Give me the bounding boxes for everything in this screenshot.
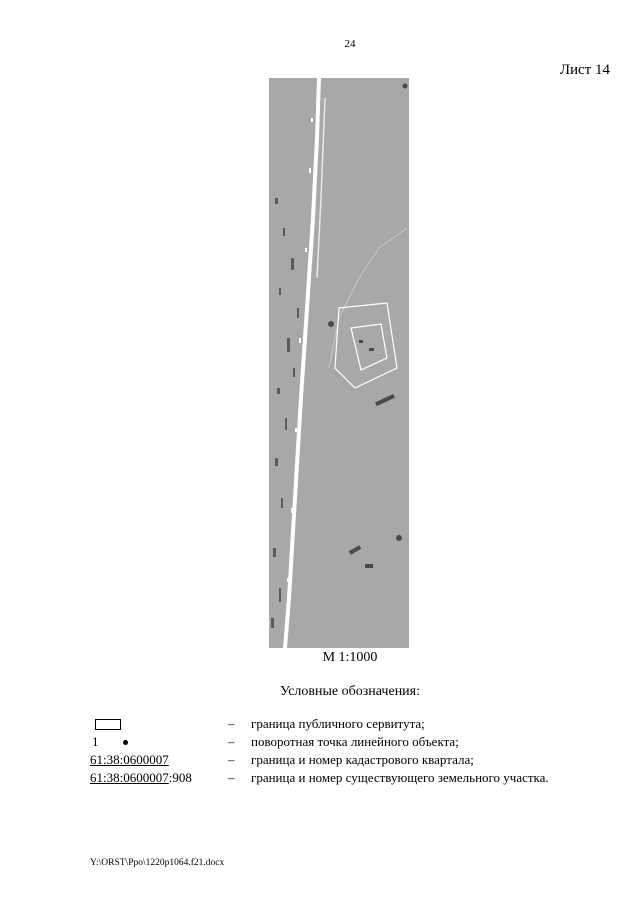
legend-row-cadastral-quarter — [0, 752, 640, 770]
cadastral-quarter-number: 61:38:0600007 — [90, 752, 169, 767]
file-path-footer: Y:\ORST\Ppo\1220p1064.f21.docx — [90, 858, 225, 868]
servitude-boundary-box-icon — [95, 719, 121, 730]
legend-symbol-land-plot — [90, 770, 220, 788]
land-plot-quarter-number: 61:38:0600007 — [90, 770, 169, 785]
legend-text-servitude: граница публичного сервитута; — [251, 716, 425, 731]
legend-dash: – — [228, 770, 235, 785]
legend-dash: – — [228, 752, 235, 767]
land-plot-suffix: :908 — [168, 770, 192, 785]
legend-symbol-cadastral-quarter — [90, 752, 220, 770]
legend-dash: – — [228, 734, 235, 749]
legend-symbol-servitude — [90, 716, 220, 734]
legend-symbol-point — [90, 734, 220, 752]
page-number: 24 — [344, 38, 356, 50]
legend-row-point — [0, 734, 640, 752]
legend-dash: – — [228, 716, 235, 731]
legend-text-land-plot: граница и номер существующего земельного участка. — [251, 770, 549, 785]
legend-title: Условные обозначения: — [279, 684, 421, 699]
turning-point-dot-icon — [123, 740, 128, 745]
map-scale-label: М 1:1000 — [322, 650, 378, 665]
point-number-label: 1 — [92, 734, 99, 749]
legend-text-point: поворотная точка линейного объекта; — [251, 734, 459, 749]
legend-text-cadastral-quarter: граница и номер кадастрового квартала; — [251, 752, 474, 767]
legend-row-land-plot — [0, 770, 640, 788]
sheet-label: Лист 14 — [559, 62, 610, 78]
aerial-map-graphic — [269, 78, 409, 648]
aerial-map-image — [269, 78, 409, 648]
legend-row-servitude — [0, 716, 640, 734]
